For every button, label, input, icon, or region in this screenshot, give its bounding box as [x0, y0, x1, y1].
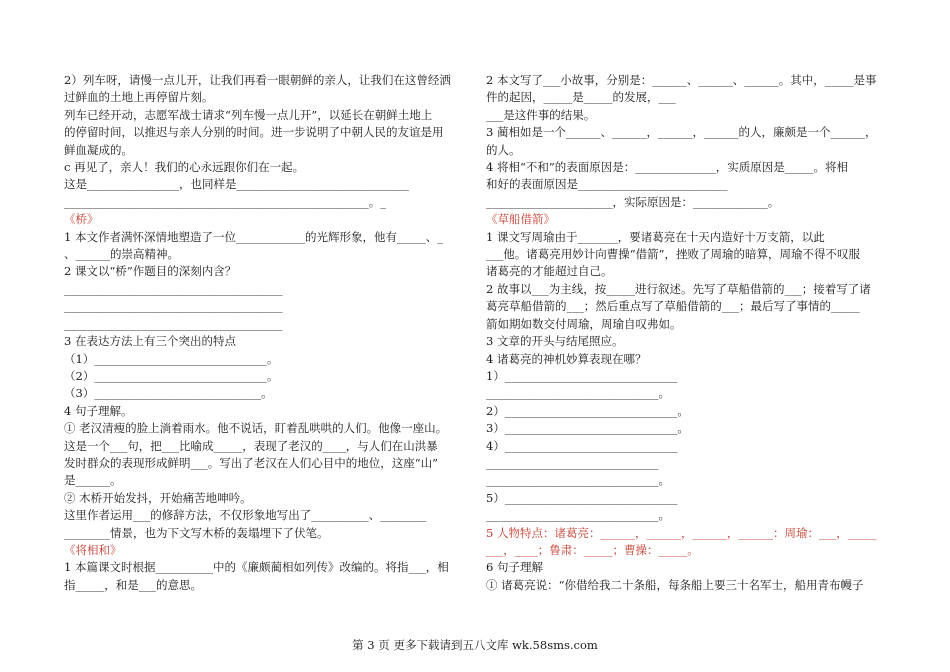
left-line: 是______。 [64, 473, 122, 488]
left-line: （3）_____________________________。 [64, 386, 273, 401]
right-line: ___他。诸葛亮用妙计向曹操“借箭”，挫败了周瑜的暗算，周瑜不得不叹服 [486, 247, 861, 262]
right-column [486, 72, 886, 594]
left-line: （2）______________________________。 [64, 368, 279, 383]
left-line: ________情景，也为下文写木桥的轰塌埋下了伏笔。 [64, 525, 329, 540]
left-line: 这是________________，也同样是______________________________ [64, 177, 409, 192]
right-line: ___，____；鲁肃：_____；曹操：_____。 [486, 542, 699, 557]
left-line: 这是一个___句，把___比喻成_____，表现了老汉的____，与人们在山洪暴 [64, 438, 438, 453]
left-line: 2）列车呀，请慢一点儿开，让我们再看一眼朝鲜的亲人，让我们在这曾经洒 [64, 73, 451, 87]
left-line: 1 本文作者满怀深情地塑造了一位____________的光辉形象，他有_____、_ [64, 229, 443, 244]
left-line: ① 老汉清瘦的脸上淌着雨水。他不说话，盯着乱哄哄的人们。他像一座山。 [64, 421, 448, 436]
right-line: 件的起因，_____是_____的发展，___ [486, 90, 676, 105]
left-line: 鲜血凝成的。 [64, 142, 133, 157]
left-line: 、______的崇高精神。 [64, 247, 179, 262]
right-line: ① 诸葛亮说：“你借给我二十条船，每条船上要三十名军士，船用青布幔子 [486, 577, 864, 592]
left-line: 4 句子理解。 [64, 403, 133, 418]
right-line: ______________________________。 [486, 386, 670, 401]
right-line: 5 人物特点：诸葛亮：______，______，______，______：周瑜：___，_____ [486, 525, 877, 540]
right-line: 3 蔺相如是一个______、______，______，______的人，廉颇是一个______， [486, 125, 877, 140]
right-line: 1 课文写周瑜由于_______，要诸葛亮在十天内造好十万支箭，以此 [486, 229, 825, 244]
right-line: ______________________________。 [486, 508, 670, 523]
left-column [64, 72, 456, 594]
left-line: ______________________________________ [64, 299, 283, 314]
right-line: 5）______________________________ [486, 490, 678, 505]
right-line: 2 本文写了___小故事，分别是：______、______、______。其中，_____是事 [486, 73, 877, 87]
left-line: _____________________________________________________。_ [64, 194, 386, 209]
left-line: （1）______________________________。 [64, 351, 279, 366]
left-line: 指_____，和是___的意思。 [64, 577, 202, 592]
right-line: ______________________________。 [486, 473, 670, 488]
left-line: 《将相和》 [64, 542, 122, 557]
left-line: 2 课文以“桥”作题目的深刻内含？ [64, 264, 237, 279]
right-line: ______________________，实际原因是：_____________。 [486, 194, 780, 209]
left-line: 发时群众的表现形成鲜明___。写出了老汉在人们心目中的地位，这座“山” [64, 455, 439, 470]
right-line: 和好的表面原因是__________________________ [486, 177, 728, 192]
right-line: 3）______________________________。 [486, 421, 689, 436]
left-line: 过鲜血的土地上再停留片刻。 [64, 90, 214, 105]
left-line: 3 在表达方法上有三个突出的特点 [64, 334, 236, 349]
right-line: 6 句子理解 [486, 560, 543, 575]
left-line: 的停留时间，以推迟与亲人分别的时间。进一步说明了中朝人民的友谊是用 [64, 125, 444, 140]
right-line: 的人。 [486, 142, 521, 157]
left-line: ______________________________________ [64, 316, 283, 331]
left-line: ② 木桥开始发抖，开始痛苦地呻吟。 [64, 490, 252, 505]
page-footer: 第 3 页 更多下载请到五八文库 wk.58sms.com [352, 638, 598, 652]
left-line: c 再见了，亲人！我们的心永远跟你们在一起。 [64, 160, 305, 175]
right-line: 2）______________________________。 [486, 403, 689, 418]
right-line: 3 文章的开头与结尾照应。 [486, 334, 624, 349]
right-line: 4 将相“不和”的表面原因是：______________，实质原因是_____。将相 [486, 160, 848, 175]
right-line: 《草船借箭》 [486, 212, 555, 227]
left-line: ______________________________________ [64, 281, 283, 296]
left-line: 列车已经开动，志愿军战士请求“列车慢一点儿开”，以延长在朝鲜土地上 [64, 107, 433, 122]
right-line: 1）______________________________ [486, 368, 678, 383]
right-line: 4 诸葛亮的神机妙算表现在哪？ [486, 351, 647, 366]
right-line: 4）______________________________ [486, 438, 678, 453]
right-line: 箭如期如数交付周瑜，周瑜自叹弗如。 [486, 316, 682, 331]
left-line: 《桥》 [64, 212, 99, 227]
right-line: ______________________________ [486, 455, 659, 470]
right-line: 葛亮草船借箭的___；然后重点写了草船借箭的___；最后写了事情的_____ [486, 299, 860, 314]
right-line: ___是这件事的结果。 [486, 107, 596, 122]
right-line: 诸葛亮的才能超过自己。 [486, 264, 613, 279]
left-line: 1 本篇课文时根据__________中的《廉颇蔺相如列传》改编的。将指___，相 [64, 560, 449, 575]
left-line: 这里作者运用___的修辞方法，不仅形象地写出了__________、________ [64, 508, 427, 523]
right-line: 2 故事以___为主线，按_____进行叙述。先写了草船借箭的___；接着写了诸 [486, 281, 871, 296]
